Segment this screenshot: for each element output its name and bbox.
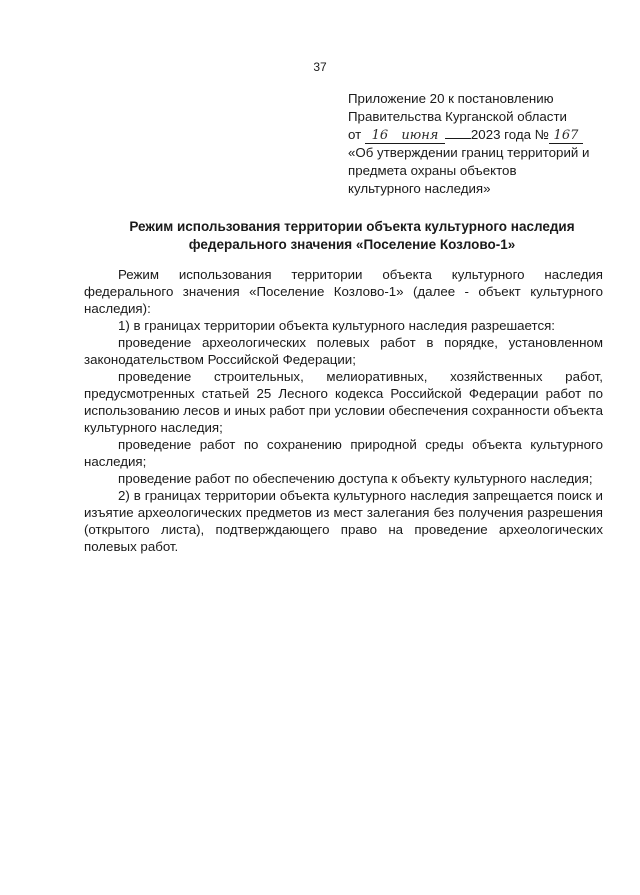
page-number: 37 bbox=[313, 60, 327, 74]
from-label: от bbox=[348, 127, 362, 142]
document-body bbox=[84, 266, 603, 555]
appendix-line-1: Приложение 20 к постановлению bbox=[348, 91, 554, 106]
handwritten-number: 167 bbox=[549, 129, 583, 144]
paragraph-prohibited: 2) в границах территории объекта культурного наследия запрещается поиск и изъятие археологических предметов из мест залегания без получения разрешения (открытого листа), подтверждающего право на проведение археологических полевых работ. bbox=[84, 488, 603, 554]
paragraph-environment-works: проведение работ по сохранению природной среды объекта культурного наследия; bbox=[84, 437, 603, 469]
appendix-line-5: предмета охраны объектов bbox=[348, 163, 517, 178]
year-text: 2023 года bbox=[470, 127, 531, 142]
appendix-line-6: культурного наследия» bbox=[348, 181, 491, 196]
appendix-date-line bbox=[348, 126, 618, 144]
paragraph-construction-works: проведение строительных, мелиоративных, хозяйственных работ, предусмотренных статьей 25 Лесного кодекса Российской Федерации работ по использованию лесов и иных работ при условии обеспечения сохранности объекта культурного наследия; bbox=[84, 369, 603, 435]
date-blank-line bbox=[445, 126, 471, 139]
appendix-line-4: «Об утверждении границ территорий и bbox=[348, 145, 590, 160]
paragraph-archaeological-works: проведение археологических полевых работ в порядке, установленном законодательством Российской Федерации; bbox=[84, 335, 603, 367]
handwritten-day: 16 bbox=[365, 129, 395, 144]
appendix-header bbox=[348, 90, 618, 198]
handwritten-month: июня bbox=[395, 129, 445, 144]
paragraph-permitted-heading: 1) в границах территории объекта культурного наследия разрешается: bbox=[118, 318, 555, 333]
paragraph-intro: Режим использования территории объекта культурного наследия федерального значения «Поселение Козлово-1» (далее - объект культурного наследия): bbox=[84, 267, 603, 316]
appendix-line-2: Правительства Курганской области bbox=[348, 109, 567, 124]
number-sign: № bbox=[534, 127, 549, 142]
title-line-2: федерального значения «Поселение Козлово-1» bbox=[188, 237, 516, 252]
document-title bbox=[112, 218, 592, 254]
paragraph-access-works: проведение работ по обеспечению доступа к объекту культурного наследия; bbox=[118, 471, 593, 486]
title-line-1: Режим использования территории объекта культурного наследия bbox=[129, 219, 575, 234]
